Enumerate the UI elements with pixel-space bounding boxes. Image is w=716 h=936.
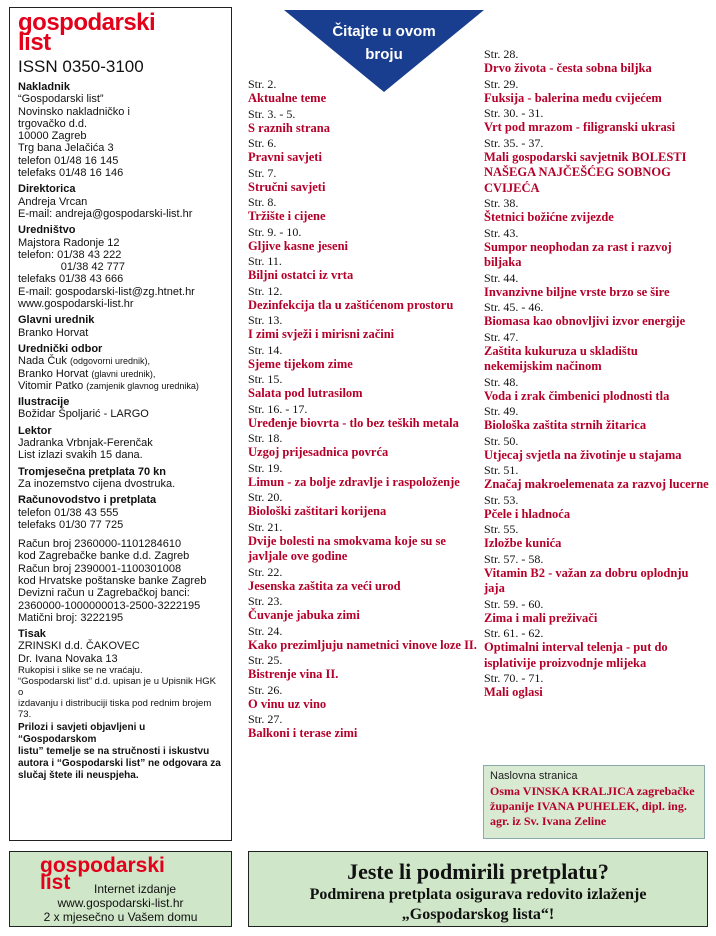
toc-page-number: Str. 55. [484,522,519,536]
toc-entry [484,47,709,77]
toc-entry [248,372,478,402]
toc-article-title: Značaj makroelemenata za razvoj lucerne [484,477,709,491]
toc-entry [248,136,478,166]
toc-article-title: Voda i zrak čimbenici plodnosti tla [484,388,670,403]
toc-article-title: Biomasa kao obnovljivi izvor energije [484,314,686,328]
toc-article-title: Sumpor neophodan za rast i razvoj biljaka [484,239,672,269]
toc-entry [248,594,478,624]
toc-page-number: Str. 3. - 5. [248,106,296,121]
issn: ISSN 0350-3100 [18,57,144,76]
section-accounting: Računovodstvo i pretplata telefon 01/38 43 555 telefaks 01/30 77 725 [18,494,157,531]
toc-article-title: Mali oglasi [484,685,543,699]
toc-entry [248,565,478,595]
toc-article-title: Bistrenje vina II. [248,667,339,681]
toc-page-number: Str. 11. [248,254,282,268]
toc-article-title: Vitamin B2 - važan za dobru oplodnju jaja [484,565,689,595]
toc-article-title: Štetnici božićne zvijezde [484,210,614,224]
toc-entry [248,431,478,461]
masthead-box [9,7,232,841]
cover-caption-label: Naslovna stranica [490,770,578,782]
logo: gospodarski list [18,9,156,56]
toc-column-left [248,77,478,742]
toc-page-number: Str. 49. [484,404,519,418]
toc-page-number: Str. 13. [248,313,283,327]
toc-entry [484,77,709,107]
toc-entry [484,226,709,271]
toc-entry [484,404,709,434]
toc-article-title: Optimalni interval telenja - put do isplativije proizvodnje mlijeka [484,640,668,670]
toc-page-number: Str. 24. [248,623,283,638]
toc-page-number: Str. 6. [248,136,277,150]
section-director: Direktorica Andreja Vrcan E-mail: andreja@gospodarski-list.hr [18,183,193,220]
toc-entry [248,683,478,713]
toc-page-number: Str. 50. [484,433,519,448]
toc-entry [484,434,709,464]
toc-entry [248,225,478,255]
section-editorial-board: Urednički odbor Nada Čuk (odgovorni urednik), Branko Horvat (glavni urednik), Vitomir Patko (zamjenik glavnog urednika) [18,342,199,392]
toc-entry [248,166,478,196]
section-editorial: Uredništvo Majstora Radonje 12 telefon: 01/38 43 222 01/38 42 777 telefaks 01/38 43 666 E-mail: gospodarski-list@zg.htnet.hr www.gospodarski-list.hr [18,224,195,311]
toc-entry [484,671,709,701]
toc-article-title: Fuksija - balerina među cvijećem [484,90,662,105]
toc-article-title: I zimi svježi i mirisni začini [248,327,395,341]
toc-page-number: Str. 28. [484,47,519,61]
toc-page-number: Str. 43. [484,225,519,240]
toc-article-title: Aktualne teme [248,91,327,105]
toc-entry [484,271,709,301]
toc-entry [248,653,478,683]
cover-caption-text: Osma VINSKA KRALJICA zagrebačke županije IVANA PUHELEK, dipl. ing. agr. iz Sv. Ivana Zeline [490,784,695,828]
toc-page-number: Str. 18. [248,431,283,445]
toc-page-number: Str. 38. [484,196,519,210]
toc-page-number: Str. 12. [248,283,283,298]
toc-page-number: Str. 51. [484,463,519,477]
toc-entry [484,196,709,226]
section-illustrations: Ilustracije Božidar Špoljarić - LARGO [18,396,149,421]
toc-article-title: Limun - za bolje zdravlje i raspoloženje [248,474,460,489]
toc-article-title: Biološki zaštitari korijena [248,504,387,518]
section-chief-editor: Glavni urednik Branko Horvat [18,314,95,339]
toc-article-title: Kako prezimljuju nametnici vinove loze II. [248,637,477,652]
toc-article-title: Salata pod lutrasilom [248,386,363,400]
cover-caption-box [483,765,705,839]
toc-page-number: Str. 2. [248,77,277,91]
toc-entry [248,343,478,373]
subscription-headline: Jeste li podmirili pretplatu? [347,859,609,884]
toc-page-number: Str. 16. - 17. [248,401,308,416]
toc-entry [484,493,709,523]
toc-page-number: Str. 47. [484,329,519,344]
toc-entry [248,624,478,654]
toc-page-number: Str. 21. [248,519,283,534]
toc-entry [484,300,709,330]
section-subscription: Tromjesečna pretplata 70 kn Za inozemstvo cijena dvostruka. [18,465,176,490]
internet-edition-box [9,851,232,927]
toc-page-number: Str. 20. [248,490,283,504]
toc-entry [248,284,478,314]
toc-article-title: Pčele i hladnoća [484,506,571,521]
toc-page-number: Str. 19. [248,460,283,475]
toc-entry [484,522,709,552]
toc-page-number: Str. 53. [484,492,519,507]
toc-column-right [484,47,709,701]
toc-entry [248,461,478,491]
toc-page-number: Str. 9. - 10. [248,224,302,239]
toc-entry [248,195,478,225]
toc-page-number: Str. 48. [484,374,519,389]
subscription-reminder-box [248,851,708,927]
toc-page-number: Str. 70. - 71. [484,671,544,685]
toc-article-title: Mali gospodarski savjetnik BOLESTI NAŠEGA NAJČEŠĆEG SOBNOG CVIJEĆA [484,149,687,195]
toc-page-number: Str. 29. [484,76,519,91]
header-title: Čitajte u ovom broju [332,23,436,63]
toc-entry [484,597,709,627]
toc-entry [484,626,709,671]
toc-article-title: Vrt pod mrazom - filigranski ukrasi [484,120,676,134]
toc-article-title: Stručni savjeti [248,179,326,194]
toc-page-number: Str. 23. [248,594,283,608]
toc-page-number: Str. 7. [248,165,277,180]
toc-article-title: Biljni ostatci iz vrta [248,268,354,282]
toc-article-title: Zaštita kukuruza u skladištu nekemijskim načinom [484,343,638,373]
toc-article-title: Tržište i cijene [248,209,326,223]
toc-page-number: Str. 59. - 60. [484,596,544,611]
toc-article-title: Dvije bolesti na smokvama koje su se javljale ove godine [248,533,446,563]
toc-page-number: Str. 22. [248,564,283,579]
toc-article-title: Zima i mali preživači [484,610,598,625]
toc-article-title: Uređenje biovrta - tlo bez teških metala [248,415,459,430]
toc-article-title: Čuvanje jabuka zimi [248,608,360,622]
toc-article-title: Jesenska zaštita za veći urod [248,578,401,593]
toc-article-title: O vinu uz vino [248,696,327,711]
toc-entry [484,330,709,375]
toc-entry [248,107,478,137]
toc-article-title: Drvo života - česta sobna biljka [484,61,652,75]
toc-article-title: Gljive kasne jeseni [248,238,348,253]
section-print: Tisak ZRINSKI d.d. ČAKOVEC Dr. Ivana Novaka 13 Rukopisi i slike se ne vraćaju. “Gospodarski list” d.d. upisan je u Upisnik HGK o izdavanju i distribuciji tiska pod rednim brojem 73. [18,628,216,721]
frequency-text: 2 x mjesečno u Vašem domu [43,910,198,924]
disclaimer: Prilozi i savjeti objavljeni u “Gospodarskom listu” temelje se na stručnosti i iskustvu autora i “Gospodarski list” ne odgovara za slučaj štete ili neuspjeha. [18,722,221,782]
toc-entry [248,490,478,520]
toc-entry [248,712,478,742]
toc-article-title: S raznih strana [248,120,330,135]
subscription-line2: Podmirena pretplata osigurava redovito izlaženje [309,886,647,903]
website-link[interactable]: www.gospodarski-list.hr [57,896,184,910]
toc-page-number: Str. 26. [248,682,283,697]
toc-page-number: Str. 57. - 58. [484,551,544,566]
toc-article-title: Dezinfekcija tla u zaštićenom prostoru [248,297,454,312]
toc-entry [484,552,709,597]
section-publisher: Nakladnik “Gospodarski list” Novinsko nakladničko i trgovačko d.d. 10000 Zagreb Trg bana Jelačića 3 telefon 01/48 16 145 telefaks 01/48 16 146 [18,81,130,180]
toc-page-number: Str. 35. - 37. [484,135,544,150]
toc-page-number: Str. 27. [248,712,283,726]
toc-page-number: Str. 8. [248,195,277,209]
toc-article-title: Sjeme tijekom zime [248,356,353,371]
toc-entry [248,77,478,107]
toc-page-number: Str. 61. - 62. [484,626,544,640]
logo-small: gospodarski list [40,854,165,894]
toc-page-number: Str. 45. - 46. [484,300,544,314]
toc-page-number: Str. 25. [248,653,283,667]
toc-article-title: Uzgoj prijesadnica povrća [248,445,389,459]
toc-entry [248,254,478,284]
toc-page-number: Str. 14. [248,342,283,357]
toc-article-title: Biološka zaštita strnih žitarica [484,418,647,432]
toc-page-number: Str. 44. [484,270,519,285]
toc-entry [484,463,709,493]
subscription-line3: „Gospodarskog lista“! [401,906,555,923]
toc-article-title: Balkoni i terase zimi [248,726,358,740]
toc-page-number: Str. 15. [248,372,283,386]
toc-article-title: Utjecaj svjetla na životinje u stajama [484,447,682,462]
toc-entry [248,313,478,343]
toc-entry [484,375,709,405]
section-proofreader: Lektor Jadranka Vrbnjak-Ferenčak List izlazi svakih 15 dana. [18,424,153,462]
internet-edition-label: Internet izdanje [94,882,177,896]
toc-entry [248,520,478,565]
toc-entry [484,106,709,136]
toc-page-number: Str. 30. - 31. [484,106,544,120]
section-bank: Račun broj 2360000-1101284610 kod Zagrebačke banke d.d. Zagreb Račun broj 2390001-1100301008 kod Hrvatske poštanske banke Zagreb Devizni račun u Zagrebačkoj banci: 2360000-1000000013-2500-3222195 Matični broj: 3222195 [18,538,207,624]
toc-article-title: Invanzivne biljne vrste brzo se šire [484,284,670,299]
toc-entry [484,136,709,197]
toc-article-title: Izložbe kunića [484,536,562,550]
toc-article-title: Pravni savjeti [248,150,322,164]
toc-entry [248,402,478,432]
